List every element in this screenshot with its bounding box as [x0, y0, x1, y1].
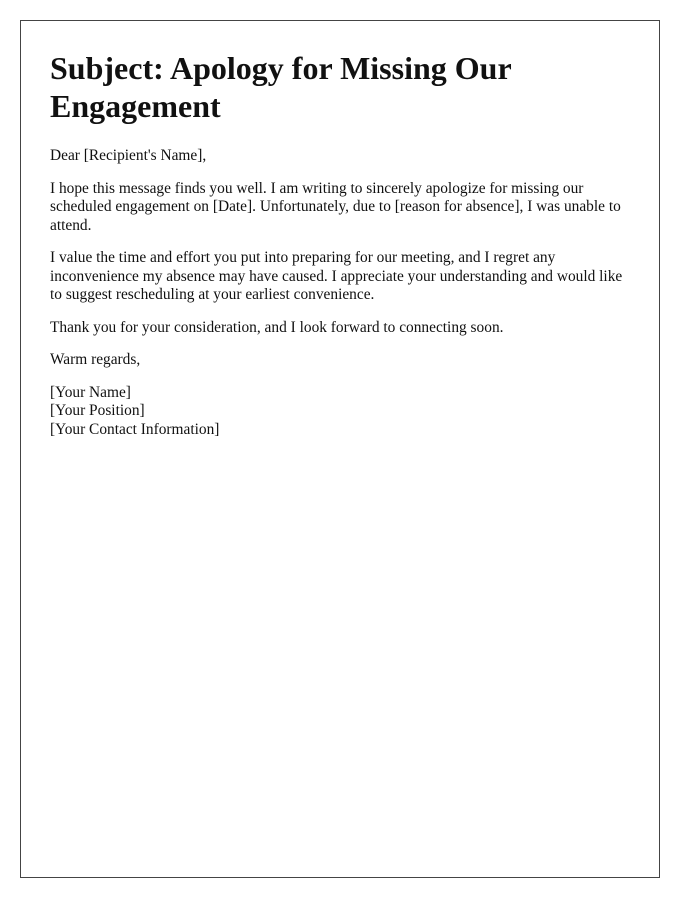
letter-paragraph-1: I hope this message finds you well. I am writing to sincerely apologize for missing our scheduled engagement on [Date]. Unfortunately, due to [reason for absence], I was unable to attend. [50, 179, 621, 234]
letter-subject: Subject: Apology for Missing Our Engagement [50, 50, 512, 124]
letter-closing: Warm regards, [50, 351, 141, 368]
signature-contact: [Your Contact Information] [50, 420, 220, 438]
signature-block [50, 384, 630, 440]
letter-greeting: Dear [Recipient's Name], [50, 147, 207, 164]
signature-name: [Your Name] [50, 383, 131, 401]
signature-position: [Your Position] [50, 402, 145, 419]
letter-paragraph-2: I value the time and effort you put into preparing for our meeting, and I regret any inconvenience my absence may have caused. I appreciate your understanding and would like to suggest rescheduling at your earliest convenience. [50, 249, 623, 303]
letter-paragraph-3: Thank you for your consideration, and I look forward to connecting soon. [50, 318, 504, 336]
letter-page [20, 20, 660, 878]
